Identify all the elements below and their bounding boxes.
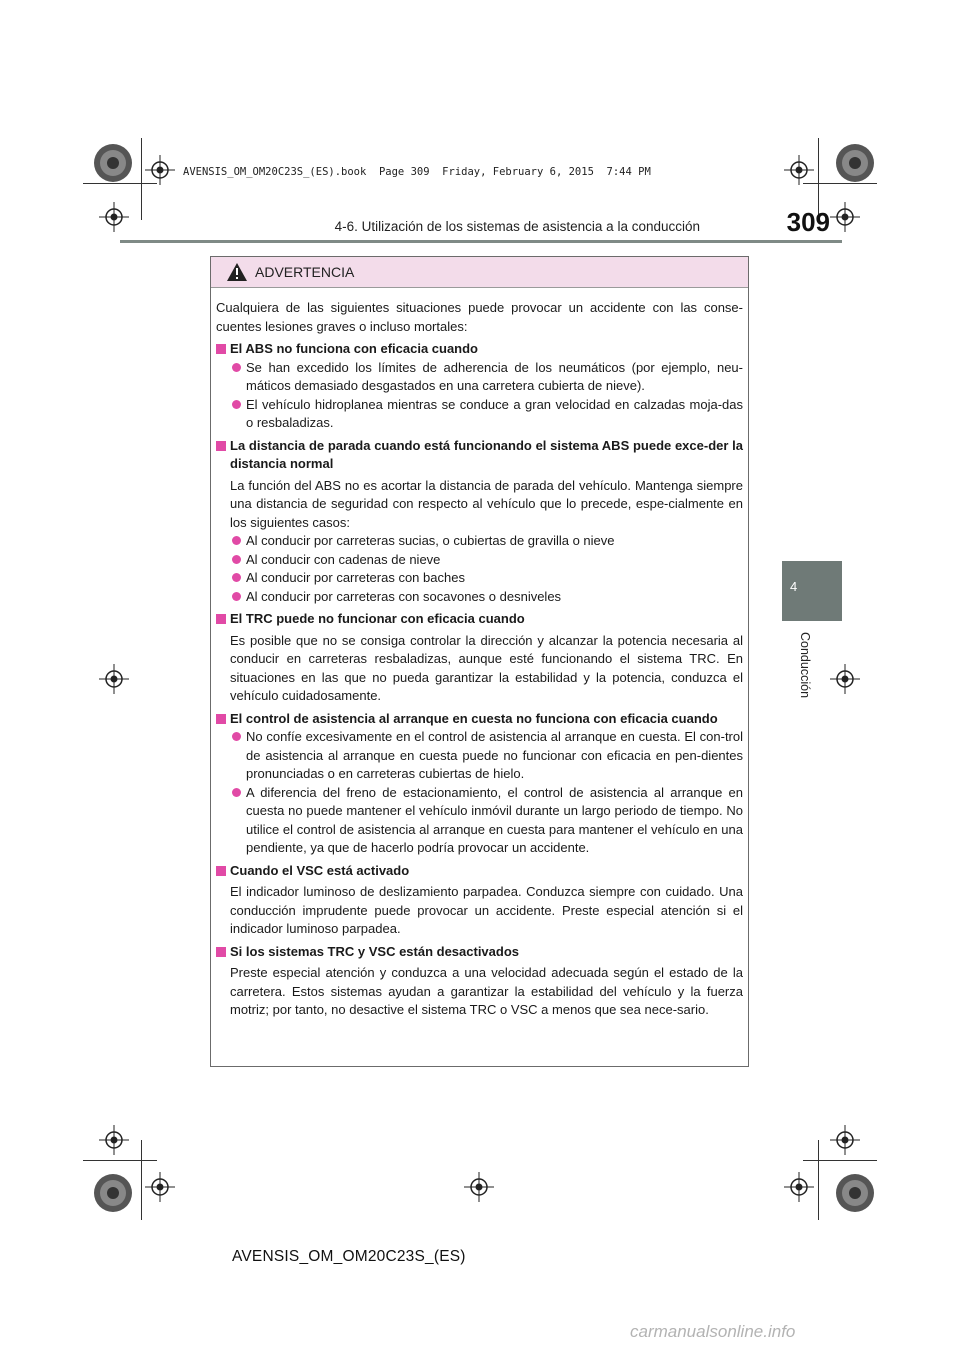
warning-box [210,256,749,1067]
list-item: El vehículo hidroplanea mientras se conduce a gran velocidad en calzadas moja-das o resbaladizas. [216,396,743,433]
list-item: Al conducir por carreteras con baches [216,569,743,588]
crop-line [818,1140,819,1220]
warning-item [216,862,743,939]
crop-line [803,183,877,184]
item-heading: Si los sistemas TRC y VSC están desactivados [216,943,743,962]
list-item: Al conducir por carreteras con socavones o desniveles [216,588,743,607]
registration-rosette-icon [93,1173,133,1213]
item-heading: El TRC puede no funcionar con eficacia cuando [216,610,743,629]
crosshair-icon [830,1125,860,1155]
warning-content [216,299,743,1020]
registration-rosette-icon [835,1173,875,1213]
crosshair-icon [145,155,175,185]
page-number: 309 [786,207,830,237]
item-body: El indicador luminoso de deslizamiento parpadea. Conduzca siempre con cuidado. Una conducción imprudente puede provocar un accidente. Preste especial atención si el indicador luminoso parpadea. [230,884,743,936]
crosshair-icon [145,1172,175,1202]
crosshair-icon [99,1125,129,1155]
warning-triangle-icon [226,262,248,282]
list-item: Se han excedido los límites de adherencia de los neumáticos (por ejemplo, neu-máticos demasiado desgastados en una carretera cubierta de nieve). [216,359,743,396]
crosshair-icon [464,1172,494,1202]
warning-header [211,257,748,288]
crosshair-icon [784,1172,814,1202]
warning-intro: Cualquiera de las siguientes situaciones puede provocar un accidente con las conse-cuentes lesiones graves o incluso mortales: [216,300,743,334]
print-slug: AVENSIS_OM_OM20C23S_(ES).book Page 309 Friday, February 6, 2015 7:44 PM [183,166,651,178]
header-rule [120,240,842,243]
list-item: Al conducir por carreteras sucias, o cubiertas de gravilla o nieve [216,532,743,551]
warning-item [216,943,743,1020]
item-heading: Cuando el VSC está activado [216,862,743,881]
crop-line [141,1140,142,1220]
crosshair-icon [784,155,814,185]
crosshair-icon [99,664,129,694]
crop-line [83,1160,157,1161]
section-title: 4-6. Utilización de los sistemas de asistencia a la conducción [334,219,700,234]
list-item: No confíe excesivamente en el control de asistencia al arranque en cuesta. El con-trol de asistencia al arranque en cuesta puede no funcionar con eficacia en pen-dientes pronunciadas o en carreteras cubiertas de hielo. [216,728,743,784]
warning-item [216,340,743,433]
item-body: Es posible que no se consiga controlar la dirección y alcanzar la potencia necesaria al conducir en carreteras resbaladizas, aunque esté funcionando el sistema TRC. En situaciones en las que no pueda garantizar la estabilidad y la potencia, conduzca el vehículo cuidadosamente. [230,632,743,703]
chapter-name: Conducción [798,632,812,699]
footer-document-code: AVENSIS_OM_OM20C23S_(ES) [232,1248,466,1265]
chapter-number: 4 [790,579,798,594]
warning-item [216,437,743,607]
crop-line [141,138,142,220]
item-heading: El control de asistencia al arranque en cuesta no funciona con eficacia cuando [216,710,743,729]
item-heading: La distancia de parada cuando está funcionando el sistema ABS puede exce-der la distancia normal [216,437,743,474]
list-item: A diferencia del freno de estacionamiento, el control de asistencia al arranque en cuesta no puede mantener el vehículo inmóvil durante un largo periodo de tiempo. No utilice el control de asistencia al arranque en cuesta para mantener el vehículo en una pendiente, ya que de hacerlo podría provocar un accidente. [216,784,743,858]
warning-title: ADVERTENCIA [255,264,355,280]
crosshair-icon [830,664,860,694]
crosshair-icon [830,202,860,232]
item-heading: El ABS no funciona con eficacia cuando [216,340,743,359]
list-item: Al conducir con cadenas de nieve [216,551,743,570]
chapter-tab[interactable] [782,561,842,621]
crosshair-icon [99,202,129,232]
item-body: La función del ABS no es acortar la distancia de parada del vehículo. Mantenga siempre una distancia de seguridad con respecto al vehículo que lo precede, espe-cialmente en los siguientes casos: [230,477,743,530]
warning-item [216,710,743,858]
registration-rosette-icon [835,143,875,183]
item-body: Preste especial atención y conduzca a una velocidad adecuada según el estado de la carretera. Estos sistemas ayudan a garantizar la estabilidad del vehículo y la fuerza motriz; por tanto, no desactive el sistema TRC o VSC a menos que sea nece-sario. [230,965,743,1017]
registration-rosette-icon [93,143,133,183]
warning-item [216,610,743,706]
crop-line [803,1160,877,1161]
watermark: carmanualsonline.info [630,1322,796,1341]
